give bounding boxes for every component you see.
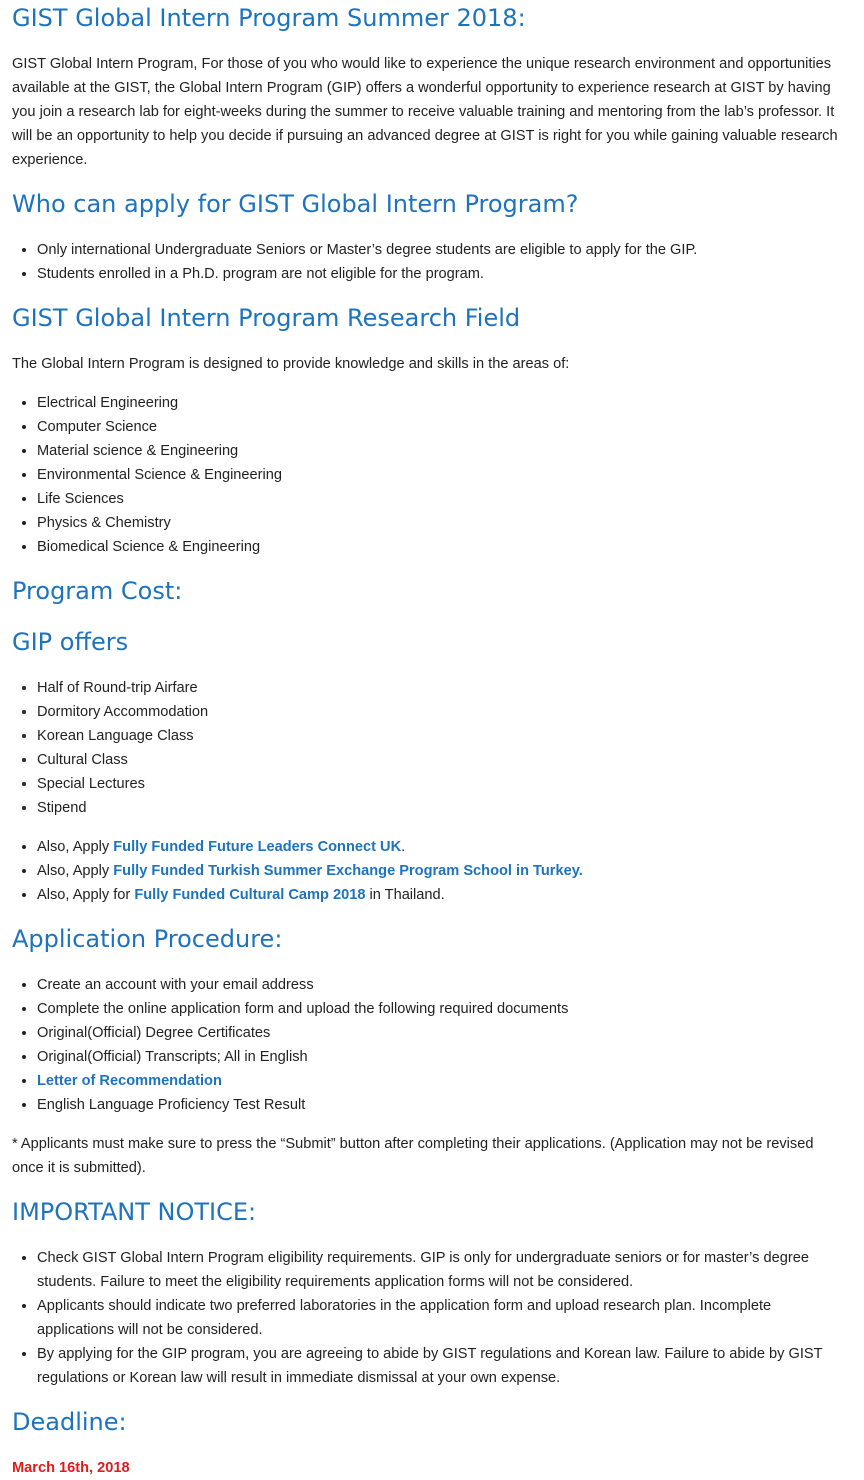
- list-item: • Life Sciences: [37, 487, 282, 511]
- deadline-heading: Deadline:: [12, 1408, 127, 1436]
- turkish-summer-exchange-link[interactable]: Fully Funded Turkish Summer Exchange Program School in Turkey.: [113, 863, 583, 879]
- also-suffix: in Thailand.: [365, 887, 445, 903]
- list-item: • Check GIST Global Intern Program eligibility requirements. GIP is only for undergraduate seniors or for master’s degree students. Failure to meet the eligibility requirements application forms will not be considered.: [37, 1246, 848, 1294]
- also-prefix: Also, Apply: [37, 839, 114, 855]
- list-item: [37, 883, 583, 907]
- list-item: • Cultural Class: [37, 748, 208, 772]
- list-item: • Original(Official) Degree Certificates: [37, 1021, 568, 1045]
- list-item: • Half of Round-trip Airfare: [37, 676, 208, 700]
- important-notice-heading: IMPORTANT NOTICE:: [12, 1198, 257, 1226]
- gip-offers-heading: GIP offers: [12, 628, 129, 656]
- page-title: GIST Global Intern Program Summer 2018:: [12, 4, 526, 32]
- deadline-paragraph: [12, 1456, 130, 1480]
- letter-of-recommendation-link[interactable]: Letter of Recommendation: [37, 1073, 222, 1089]
- research-field-intro: The Global Intern Program is designed to provide knowledge and skills in the areas of:: [12, 356, 570, 372]
- list-item: • Biomedical Science & Engineering: [37, 535, 282, 559]
- research-field-list: [12, 391, 282, 559]
- list-item: • Special Lectures: [37, 772, 208, 796]
- application-procedure-heading: Application Procedure:: [12, 925, 283, 953]
- also-prefix: Also, Apply: [37, 863, 114, 879]
- offers-list: [12, 676, 208, 820]
- list-item: • Applicants should indicate two preferred laboratories in the application form and upload research plan. Incomplete applications will not be considered.: [37, 1294, 848, 1342]
- who-can-apply-heading: Who can apply for GIST Global Intern Program?: [12, 190, 579, 218]
- also-apply-list: [12, 835, 583, 907]
- procedure-list: [12, 973, 568, 1117]
- list-item: • Original(Official) Transcripts; All in English: [37, 1045, 568, 1069]
- list-item: • Material science & Engineering: [37, 439, 282, 463]
- notice-list: [12, 1246, 848, 1390]
- list-item: • Students enrolled in a Ph.D. program are not eligible for the program.: [37, 262, 697, 286]
- list-item: • Create an account with your email address: [37, 973, 568, 997]
- submit-note: * Applicants must make sure to press the “Submit” button after completing their applications. (Application may not be revised once it is submitted).: [12, 1136, 814, 1176]
- list-item: • Environmental Science & Engineering: [37, 463, 282, 487]
- intro-paragraph: GIST Global Intern Program, For those of you who would like to experience the unique research environment and opportunities available at the GIST, the Global Intern Program (GIP) offers a wonderful opportunity to experience research at GIST by having you join a research lab for eight-weeks during the summer to receive valuable training and mentoring from the lab’s professor. It will be an opportunity to help you decide if pursuing an advanced degree at GIST is right for you while gaining valuable research experience.: [12, 56, 838, 168]
- also-prefix: Also, Apply for: [37, 887, 135, 903]
- also-suffix: .: [401, 839, 406, 855]
- list-item: [37, 859, 583, 883]
- list-item: • English Language Proficiency Test Result: [37, 1093, 568, 1117]
- list-item: • Complete the online application form and upload the following required documents: [37, 997, 568, 1021]
- list-item: • Physics & Chemistry: [37, 511, 282, 535]
- list-item: [37, 1069, 568, 1093]
- program-cost-heading: Program Cost:: [12, 577, 183, 605]
- future-leaders-connect-link[interactable]: Fully Funded Future Leaders Connect UK: [113, 839, 402, 855]
- research-field-heading: GIST Global Intern Program Research Field: [12, 304, 521, 332]
- list-item: • Computer Science: [37, 415, 282, 439]
- eligibility-list: [12, 238, 697, 286]
- list-item: • By applying for the GIP program, you are agreeing to abide by GIST regulations and Korean law. Failure to abide by GIST regulations or Korean law will result in immediate dismissal at your own expense.: [37, 1342, 848, 1390]
- list-item: • Dormitory Accommodation: [37, 700, 208, 724]
- list-item: • Only international Undergraduate Seniors or Master’s degree students are eligible to apply for the GIP.: [37, 238, 697, 262]
- list-item: [37, 835, 583, 859]
- list-item: • Electrical Engineering: [37, 391, 282, 415]
- deadline-date: March 16th, 2018: [12, 1460, 130, 1476]
- cultural-camp-link[interactable]: Fully Funded Cultural Camp 2018: [134, 887, 366, 903]
- list-item: • Korean Language Class: [37, 724, 208, 748]
- list-item: • Stipend: [37, 796, 208, 820]
